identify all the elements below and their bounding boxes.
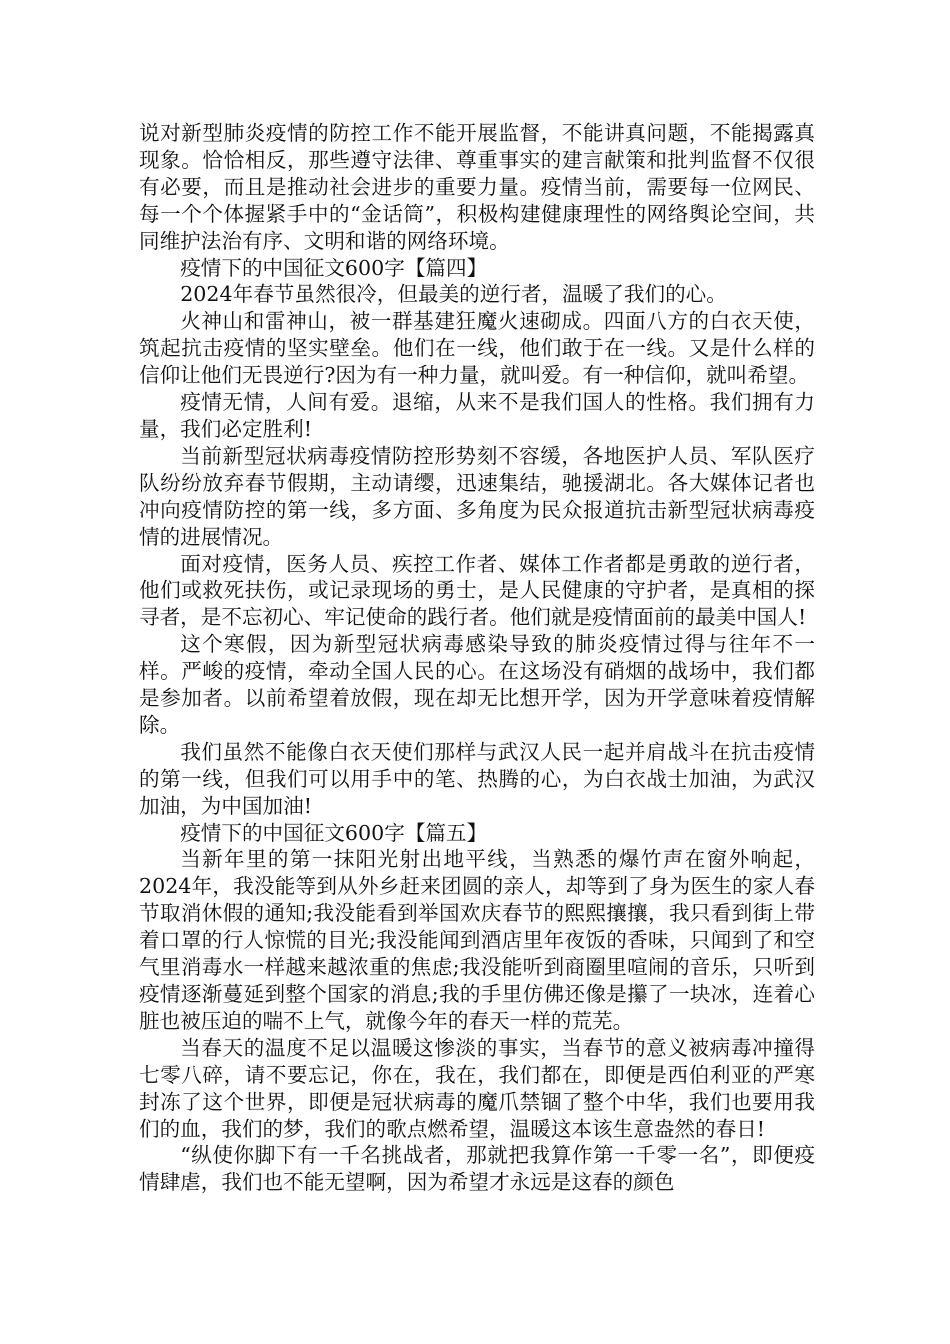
paragraph: 这个寒假，因为新型冠状病毒感染导致的肺炎疫情过得与往年不一样。严峻的疫情，牵动全国人民的心。在这场没有硝烟的战场中，我们都是参加者。以前希望着放假，现在却无比想开学，因为开学意味着疫情解除。	[139, 632, 815, 737]
paragraph-continuation: 说对新型肺炎疫情的防控工作不能开展监督，不能讲真问题，不能揭露真现象。恰恰相反，那些遵守法律、尊重事实的建言献策和批判监督不仅很有必要，而且是推动社会进步的重要力量。疫情当前，需要每一位网民、每一个个体握紧手中的“金话筒”，积极构建健康理性的网络舆论空间，共同维护法治有序、文明和谐的网络环境。	[139, 121, 815, 253]
section-heading-4: 疫情下的中国征文600字【篇四】	[180, 255, 488, 280]
section-heading-5: 疫情下的中国征文600字【篇五】	[180, 820, 488, 845]
paragraph: 当新年里的第一抹阳光射出地平线，当熟悉的爆竹声在窗外响起，2024年，我没能等到从外乡赶来团圆的亲人，却等到了身为医生的家人春节取消休假的通知;我没能看到举国欢庆春节的熙熙攘攘，我只看到街上带着口罩的行人惊慌的目光;我没能闻到酒店里年夜饭的香味，只闻到了和空气里消毒水一样越来越浓重的焦虑;我没能听到商圈里喧闹的音乐，只听到疫情逐渐蔓延到整个国家的消息;我的手里仿佛还像是攥了一块冰，连着心脏也被压迫的喘不上气，就像今年的春天一样的荒芜。	[139, 847, 815, 1033]
paragraph: 面对疫情，医务人员、疾控工作者、媒体工作者都是勇敢的逆行者，他们或救死扶伤，或记录现场的勇士，是人民健康的守护者，是真相的探寻者，是不忘初心、牢记使命的践行者。他们就是疫情面前的最美中国人!	[139, 551, 815, 630]
paragraph: 我们虽然不能像白衣天使们那样与武汉人民一起并肩战斗在抗击疫情的第一线，但我们可以用手中的笔、热腾的心，为白衣战士加油，为武汉加油，为中国加油!	[139, 739, 815, 818]
paragraph: 2024年春节虽然很冷，但最美的逆行者，温暖了我们的心。	[180, 282, 727, 307]
paragraph: 当前新型冠状病毒疫情防控形势刻不容缓，各地医护人员、军队医疗队纷纷放弃春节假期，主动请缨，迅速集结，驰援湖北。各大媒体记者也冲向疫情防控的第一线，多方面、多角度为民众报道抗击新型冠状病毒疫情的进展情况。	[139, 443, 815, 549]
paragraph: 疫情无情，人间有爱。退缩，从来不是我们国人的性格。我们拥有力量，我们必定胜利!	[139, 390, 815, 441]
paragraph: 当春天的温度不足以温暖这惨淡的事实，当春节的意义被病毒冲撞得七零八碎，请不要忘记，你在，我在，我们都在，即便是西伯利亚的严寒封冻了这个世界，即便是冠状病毒的魔爪禁锢了整个中华，我们也要用我们的血，我们的梦，我们的歌点燃希望，温暖这本该生意盎然的春日!	[139, 1035, 815, 1141]
paragraph: 火神山和雷神山，被一群基建狂魔火速砌成。四面八方的白衣天使，筑起抗击疫情的坚实壁垒。他们在一线，他们敢于在一线。又是什么样的信仰让他们无畏逆行?因为有一种力量，就叫爱。有一种信仰，就叫希望。	[139, 309, 815, 388]
document-page	[139, 120, 815, 1196]
paragraph: “纵使你脚下有一千名挑战者，那就把我算作第一千零一名”，即便疫情肆虐，我们也不能无望啊，因为希望才永远是这春的颜色	[139, 1143, 815, 1195]
